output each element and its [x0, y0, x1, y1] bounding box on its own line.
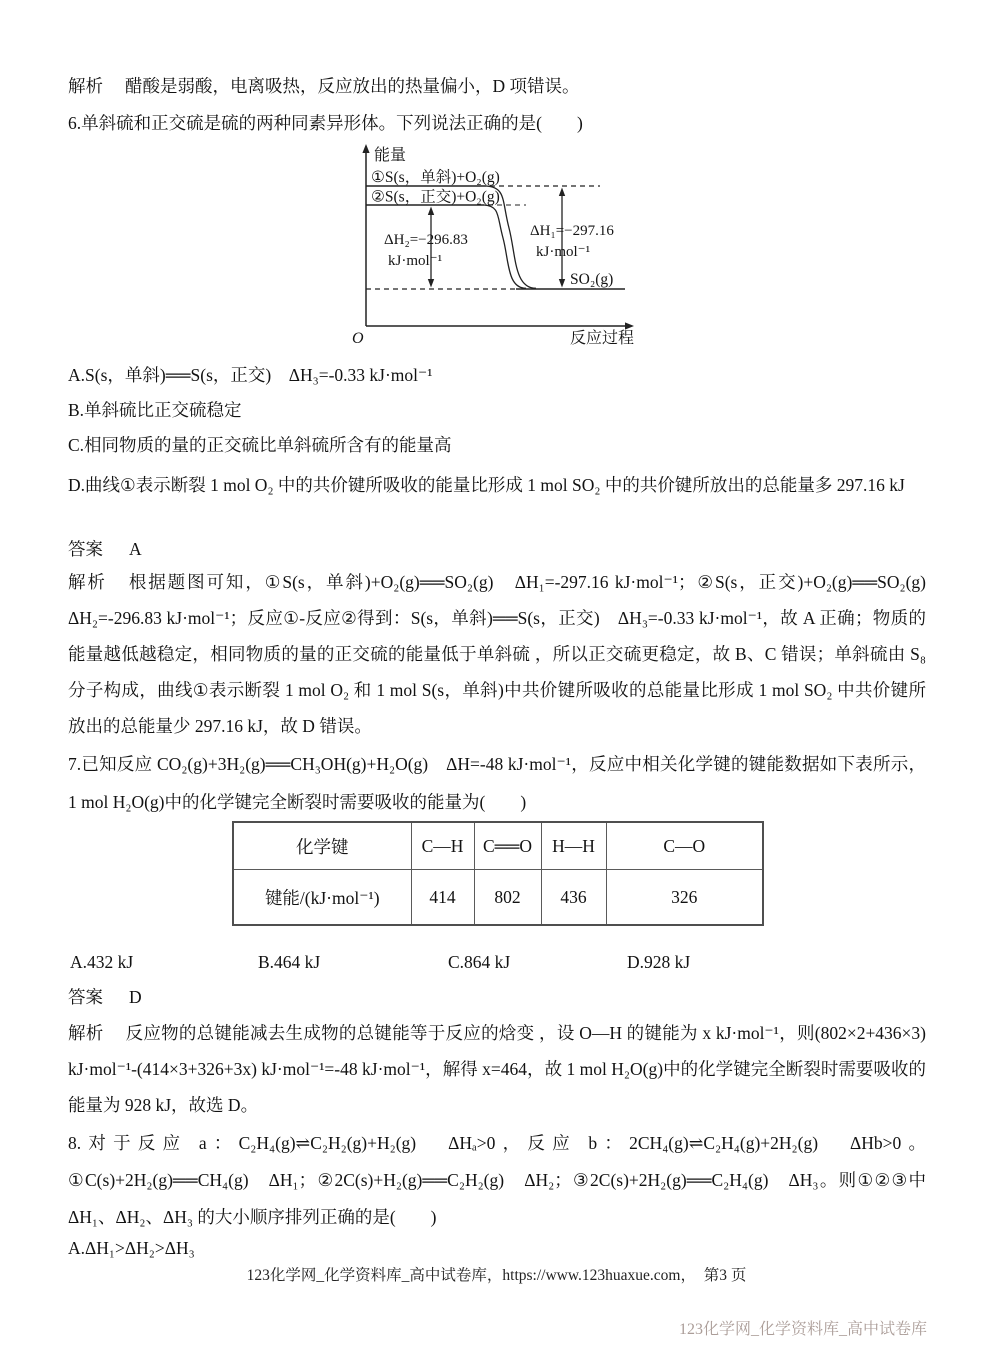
q6-option-a: A.S(s，单斜)══S(s，正交) ΔH₃=-0.33 kJ·mol⁻¹	[68, 365, 433, 385]
question-6-stem: 6.单斜硫和正交硫是硫的两种同素异形体。下列说法正确的是( )	[68, 113, 583, 133]
header-cell: C—O	[606, 822, 763, 870]
data-cell: 键能/(kJ·mol⁻¹)	[233, 870, 411, 926]
answer-label: 答案	[68, 987, 103, 1007]
analysis-5	[68, 73, 580, 98]
bond-energy-table	[232, 821, 764, 926]
answer-value: D	[129, 987, 142, 1007]
analysis-label: 解析	[68, 1023, 104, 1043]
page-footer: 123化学网_化学资料库_高中试卷库，https://www.123huaxue.com， 第3 页	[246, 1267, 747, 1284]
q6-analysis	[68, 564, 926, 744]
table-row	[233, 870, 763, 926]
header-cell: H—H	[541, 822, 606, 870]
level1-label: ①S(s，单斜)+O₂(g)	[371, 169, 500, 186]
header-cell: C—H	[411, 822, 474, 870]
header-cell: 化学键	[233, 822, 411, 870]
answer-label: 答案	[68, 539, 103, 559]
q7-option-b: B.464 kJ	[258, 952, 321, 972]
q7-answer	[68, 984, 142, 1009]
level2-label: ②S(s，正交)+O₂(g)	[371, 188, 500, 206]
analysis-label: 解析	[68, 76, 103, 96]
watermark: 123化学网_化学资料库_高中试卷库	[678, 1321, 927, 1338]
question-8-stem: 8.对于反应 a：C₂H₄(g)⇌C₂H₂(g)+H₂(g) ΔHₐ>0，反应 b：2CH₄(g)⇌C₂H₄(g)+2H₂(g) ΔHb>0。①C(s)+2H₂(g)══CH₄(g) ΔH₁；②2C(s)+H₂(g)══C₂H₂(g) ΔH₂；③2C(s)+2H₂(g)══C₂H₄(g) ΔH₃。则①②③中 ΔH₁、ΔH₂、ΔH₃ 的大小顺序排列正确的是( )	[68, 1133, 926, 1227]
q6-option-b: B.单斜硫比正交硫稳定	[68, 400, 242, 420]
table-header-row	[233, 822, 763, 870]
y-axis-arrow-icon	[362, 144, 369, 153]
q6-option-d: D.曲线①表示断裂 1 mol O₂ 中的共价键所吸收的能量比形成 1 mol SO₂ 中的共价键所放出的总能量多 297.16 kJ	[68, 475, 905, 495]
answer-value: A	[129, 539, 142, 559]
q6-answer	[68, 536, 142, 561]
dh1-arrow-down-icon	[559, 279, 565, 288]
analysis-text: 反应物的总键能减去生成物的总键能等于反应的焓变 ，设 O—H 的键能为 x kJ·mol⁻¹，则(802×2+436×3) kJ·mol⁻¹-(414×3+326+3x) kJ·mol⁻¹=-48 kJ·mol⁻¹，解得 x=464，故 1 mol H₂O(g)中的化学键完全断裂时需要吸收的能量为 928 kJ，故选 D。	[68, 1023, 927, 1115]
data-cell: 326	[606, 870, 763, 926]
product-label: SO₂(g)	[570, 271, 614, 288]
q6-option-c: C.相同物质的量的正交硫比单斜硫所含有的能量高	[68, 435, 452, 455]
q7-analysis	[68, 1015, 926, 1123]
header-cell: C══O	[474, 822, 541, 870]
x-axis-arrow-icon	[625, 322, 634, 329]
q7-option-a: A.432 kJ	[70, 952, 134, 972]
q7-option-d: D.928 kJ	[627, 952, 691, 972]
dh2-unit: kJ·mol⁻¹	[388, 253, 443, 269]
dh2-arrow-down-icon	[428, 279, 434, 288]
data-cell: 414	[411, 870, 474, 926]
analysis-label: 解析	[68, 572, 107, 592]
q8-option-a: A.ΔH₁>ΔH₂>ΔH₃	[68, 1238, 195, 1258]
q7-options-row	[70, 952, 930, 976]
q7-option-c: C.864 kJ	[448, 952, 511, 972]
dh1-unit: kJ·mol⁻¹	[536, 244, 591, 260]
data-cell: 802	[474, 870, 541, 926]
analysis-text: 醋酸是弱酸，电离吸热，反应放出的热量偏小，D 项错误。	[125, 76, 580, 96]
y-axis-label: 能量	[374, 147, 407, 164]
question-7-stem: 7.已知反应 CO₂(g)+3H₂(g)══CH₃OH(g)+H₂O(g) ΔH=-48 kJ·mol⁻¹，反应中相关化学键的键能数据如下表所示，1 mol H₂O(g)中的化学键完全断裂时需要吸收的能量为( )	[68, 754, 926, 812]
energy-diagram	[338, 143, 678, 355]
dh2-arrow-up-icon	[428, 207, 434, 216]
energy-diagram-svg	[338, 143, 678, 355]
dh1-value: ΔH₁=−297.16	[530, 223, 614, 239]
analysis-text: 根据题图可知，①S(s，单斜)+O₂(g)══SO₂(g) ΔH₁=-297.16 kJ·mol⁻¹；②S(s，正交)+O₂(g)══SO₂(g) ΔH₂=-296.83 kJ·mol⁻¹；反应①-反应②得到：S(s，单斜)══S(s，正交) ΔH₃=-0.33 kJ·mol⁻¹，故 A 正确；物质的能量越低越稳定，相同物质的量的正交硫的能量低于单斜硫 ，所以正交硫更稳定，故 B、C 错误；单斜硫由 S₈分子构成，曲线①表示断裂 1 mol O₂ 和 1 mol S(s，单斜)中共价键所吸收的总能量比形成 1 mol SO₂ 中共价键所放出的总能量少 297.16 kJ，故 D 错误。	[68, 572, 927, 736]
table	[232, 821, 764, 926]
origin-label: O	[352, 330, 364, 347]
dh1-arrow-up-icon	[559, 188, 565, 197]
dh2-value: ΔH₂=−296.83	[384, 232, 468, 248]
x-axis-label: 反应过程	[570, 330, 635, 347]
data-cell: 436	[541, 870, 606, 926]
